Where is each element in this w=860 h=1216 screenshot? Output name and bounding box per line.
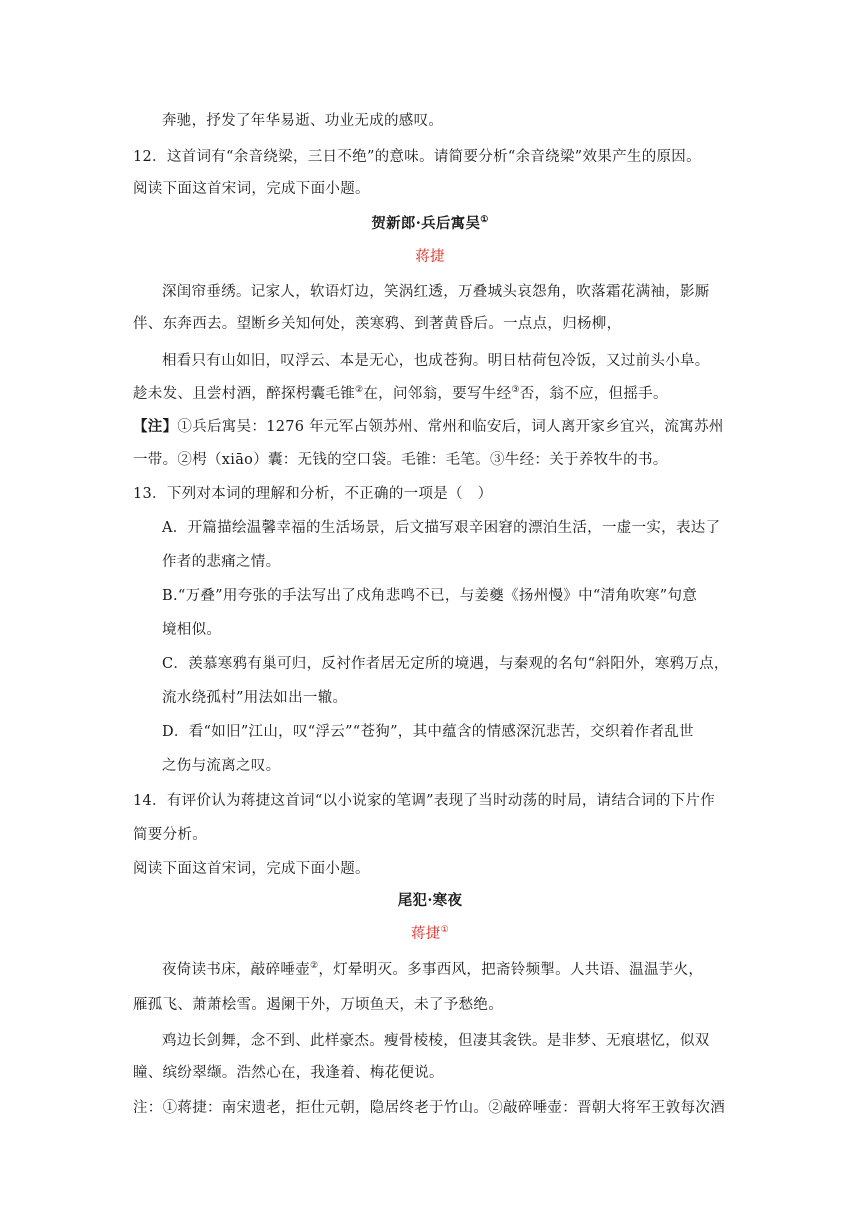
text-line: 注：①蒋捷：南宋遗老，拒仕元朝，隐居终老于竹山。②敲碎唾壶：晋朝大将军王敦每次酒 xyxy=(133,1100,725,1116)
text-line: 简要分析。 xyxy=(133,827,207,843)
poem2-author: 蒋捷① xyxy=(411,925,449,942)
poem1-line: 趁未发、且尝村酒，醉探枵囊毛锥②在，问邻翁，要写牛经③否，翁不应，但摇手。 xyxy=(133,385,668,402)
text-line: 14．有评价认为蒋捷这首词“以小说家的笔调”表现了当时动荡的时局，请结合词的下片作 xyxy=(133,793,716,809)
text-line: 雁孤飞、萧萧桧雪。遏阑干外，万顷鱼天，未了予愁绝。 xyxy=(133,997,503,1013)
text-line: 流水绕孤村”用法如出一辙。 xyxy=(162,690,348,706)
text-line: 鸡边长剑舞，念不到、此样豪杰。瘦骨棱棱，但凄其衾铁。是非梦、无痕堪忆，似双 xyxy=(162,1033,710,1049)
text-line: 13．下列对本词的理解和分析，不正确的一项是（ ） xyxy=(133,486,493,502)
poem2-title: 尾犯·寒夜 xyxy=(397,892,463,909)
text-line: 之伤与流离之叹。 xyxy=(162,758,281,774)
text-line: 奔驰，抒发了年华易逝、功业无成的感叹。 xyxy=(162,113,444,129)
text-line: 境相似。 xyxy=(162,622,222,638)
text-line: 深闺帘垂绣。记家人，软语灯边，笑涡红透，万叠城头哀怨角，吹落霜花满袖，影厮 xyxy=(162,284,710,300)
text-line: A．开篇描绘温馨幸福的生活场景，后文描写艰辛困窘的漂泊生活，一虚一实，表达了 xyxy=(162,520,721,536)
text-line: 伴、东奔西去。望断乡关知何处，羡寒鸦、到著黄昏后。一点点，归杨柳， xyxy=(133,316,622,332)
text-line: 瞳、缤纷翠缬。浩然心在，我逢着、梅花便说。 xyxy=(133,1065,444,1081)
poem1-title: 贺新郎·兵后寓吴① xyxy=(371,215,489,232)
text-line: D．看“如旧”江山，叹“浮云”“苍狗”，其中蕴含的情感深沉悲苦，交织着作者乱世 xyxy=(162,724,694,740)
text-line: 阅读下面这首宋词，完成下面小题。 xyxy=(133,181,370,197)
text-line: 阅读下面这首宋词，完成下面小题。 xyxy=(133,861,370,877)
text-line: B.“万叠”用夸张的手法写出了戍角悲鸣不已，与姜夔《扬州慢》中“清角吹寒”句意 xyxy=(162,588,698,604)
poem1-author: 蒋捷 xyxy=(415,249,445,265)
text-line: 一带。②枵（xiāo）囊：无钱的空口袋。毛锥：毛笔。③牛经：关于养牧牛的书。 xyxy=(133,452,668,468)
text-line: C．羡慕寒鸦有巢可归，反衬作者居无定所的境遇，与秦观的名句“斜阳外，寒鸦万点， xyxy=(162,656,729,672)
text-line: 12．这首词有“余音绕梁，三日不绝”的意味。请简要分析“余音绕梁”效果产生的原因。 xyxy=(133,149,701,165)
text-line: 相看只有山如旧，叹浮云、本是无心，也成苍狗。明日枯荷包冷饭，又过前头小阜。 xyxy=(162,353,710,369)
poem2-line: 夜倚读书床，敲碎唾壶②，灯晕明灭。多事西风，把斋铃频掣。人共语、温温芋火， xyxy=(162,961,704,978)
poem1-note: 【注】①兵后寓吴：1276 年元军占领苏州、常州和临安后，词人离开家乡宜兴，流寓苏州 xyxy=(133,418,724,435)
text-line: 作者的悲痛之情。 xyxy=(162,554,281,570)
